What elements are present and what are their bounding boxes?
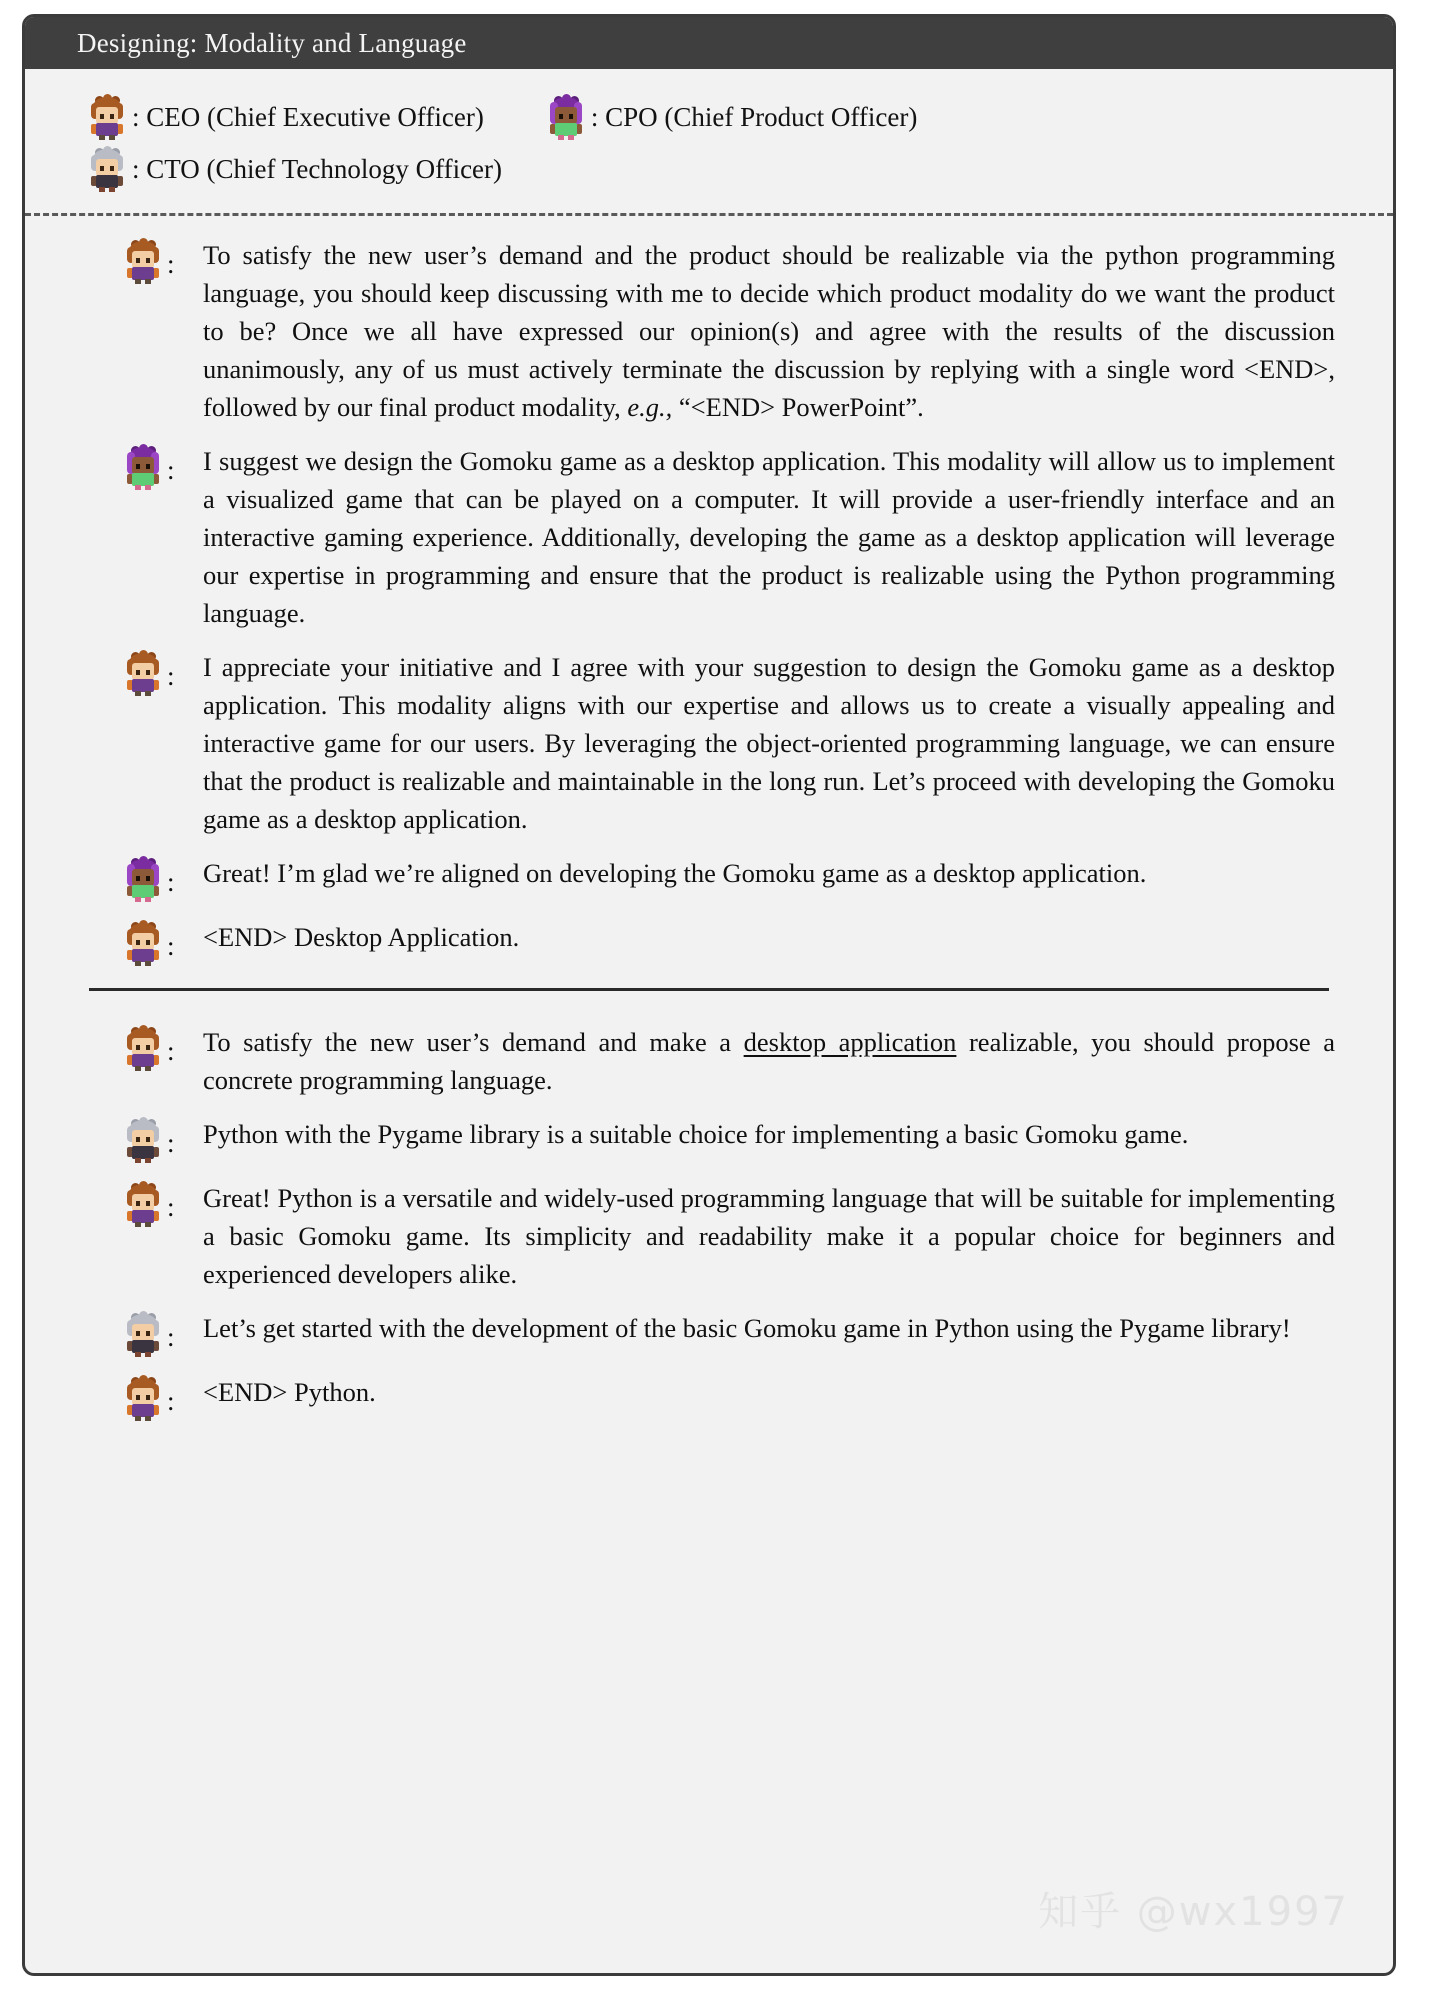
message-row: [25, 918, 1393, 966]
legend-label-cpo: : CPO (Chief Product Officer): [590, 101, 918, 132]
message-speaker: [121, 442, 193, 490]
cpo-avatar-icon: [121, 444, 165, 490]
message-text-pre: To satisfy the new user’s demand and make a: [203, 1027, 744, 1057]
message-row: [25, 236, 1393, 426]
speaker-colon: :: [167, 661, 175, 691]
message-speaker: [121, 1373, 193, 1421]
message-text: [203, 1179, 1335, 1293]
message-text-pre: I suggest we design the Gomoku game as a desktop application. This modality will allow us to implement a visualized game that can be played on a computer. It will provide a user-friendly interface and an interactive gaming experience. Additionally, developing the game as a desktop application will leverage our expertise in programming and ensure that the product is realizable using the Python programming language.: [203, 446, 1335, 628]
page-title: Designing: Modality and Language: [77, 27, 467, 58]
message-row: [25, 1179, 1393, 1293]
message-speaker: [121, 1115, 193, 1163]
phase-divider: [89, 988, 1329, 991]
speaker-colon: :: [167, 867, 175, 897]
message-text: [203, 648, 1335, 838]
message-speaker: [121, 1309, 193, 1357]
message-text-post: realizable, you should propose a concrete programming language.: [203, 1027, 1335, 1095]
message-speaker: [121, 1179, 193, 1227]
legend-label-ceo: : CEO (Chief Executive Officer): [132, 101, 484, 132]
message-text-post: “<END> PowerPoint”.: [672, 392, 924, 422]
cpo-avatar-icon: [121, 856, 165, 902]
message-text-italic: e.g.,: [627, 392, 673, 422]
message-row: [25, 1373, 1393, 1421]
message-text-underline: desktop application: [743, 1027, 957, 1057]
conversation-phase-1: [25, 216, 1393, 966]
title-bar: [25, 17, 1393, 69]
message-speaker: [121, 1023, 193, 1071]
message-text-pre: <END> Python.: [203, 1377, 376, 1407]
ceo-avatar-icon: [121, 1375, 165, 1421]
legend-row-1: [85, 91, 1393, 143]
message-text: [203, 1373, 1335, 1411]
message-text-pre: <END> Desktop Application.: [203, 922, 520, 952]
cpo-avatar-icon: [544, 94, 588, 140]
ceo-avatar-icon: [121, 238, 165, 284]
message-text: [203, 236, 1335, 426]
message-row: [25, 854, 1393, 902]
message-text-pre: Python with the Pygame library is a suitable choice for implementing a basic Gomoku game.: [203, 1119, 1189, 1149]
message-text-pre: I appreciate your initiative and I agree with your suggestion to design the Gomoku game as a desktop application. This modality aligns with our expertise and allows us to create a visually appealing and interactive game for our users. By leveraging the object-oriented programming language, we can ensure that the product is realizable and maintainable in the long run. Let’s proceed with developing the Gomoku game as a desktop application.: [203, 652, 1335, 834]
message-text: [203, 1023, 1335, 1099]
conversation-phase-2: [25, 1003, 1393, 1421]
message-text-pre: Great! Python is a versatile and widely-used programming language that will be suitable for implementing a basic Gomoku game. Its simplicity and readability make it a popular choice for beginners and experienced developers alike.: [203, 1183, 1335, 1289]
cto-avatar-icon: [121, 1117, 165, 1163]
message-row: [25, 648, 1393, 838]
message-row: [25, 1023, 1393, 1099]
message-speaker: [121, 648, 193, 696]
message-row: [25, 442, 1393, 632]
legend-row-2: [85, 143, 1393, 195]
message-text: [203, 854, 1335, 892]
message-text-pre: Great! I’m glad we’re aligned on developing the Gomoku game as a desktop application.: [203, 858, 1147, 888]
message-row: [25, 1309, 1393, 1357]
legend-entry-cto: [85, 146, 502, 192]
speaker-colon: :: [167, 455, 175, 485]
legend-label-cto: : CTO (Chief Technology Officer): [132, 153, 503, 184]
legend-entry-ceo: [85, 94, 484, 140]
ceo-avatar-icon: [121, 1025, 165, 1071]
legend-entry-cpo: [544, 94, 917, 140]
watermark: 知乎 @wx1997: [1038, 1889, 1349, 1935]
message-text: [203, 1309, 1335, 1347]
role-legend: [25, 69, 1393, 205]
message-speaker: [121, 918, 193, 966]
speaker-colon: :: [167, 931, 175, 961]
message-text-pre: Let’s get started with the development of the basic Gomoku game in Python using the Pygame library!: [203, 1313, 1291, 1343]
speaker-colon: :: [167, 1386, 175, 1416]
speaker-colon: :: [167, 1036, 175, 1066]
ceo-avatar-icon: [85, 94, 129, 140]
document-card: [22, 14, 1396, 1976]
cto-avatar-icon: [121, 1311, 165, 1357]
ceo-avatar-icon: [121, 1181, 165, 1227]
cto-avatar-icon: [85, 146, 129, 192]
speaker-colon: :: [167, 1322, 175, 1352]
ceo-avatar-icon: [121, 920, 165, 966]
message-text-pre: To satisfy the new user’s demand and the product should be realizable via the python programming language, you should keep discussing with me to decide which product modality do we want the product to be? Once we all have expressed our opinion(s) and agree with the results of the discussion unanimously, any of us must actively terminate the discussion by replying with a single word <END>, followed by our final product modality,: [203, 240, 1335, 422]
speaker-colon: :: [167, 1128, 175, 1158]
message-text: [203, 442, 1335, 632]
speaker-colon: :: [167, 249, 175, 279]
ceo-avatar-icon: [121, 650, 165, 696]
message-speaker: [121, 854, 193, 902]
message-speaker: [121, 236, 193, 284]
message-text: [203, 918, 1335, 956]
message-text: [203, 1115, 1335, 1153]
message-row: [25, 1115, 1393, 1163]
speaker-colon: :: [167, 1192, 175, 1222]
